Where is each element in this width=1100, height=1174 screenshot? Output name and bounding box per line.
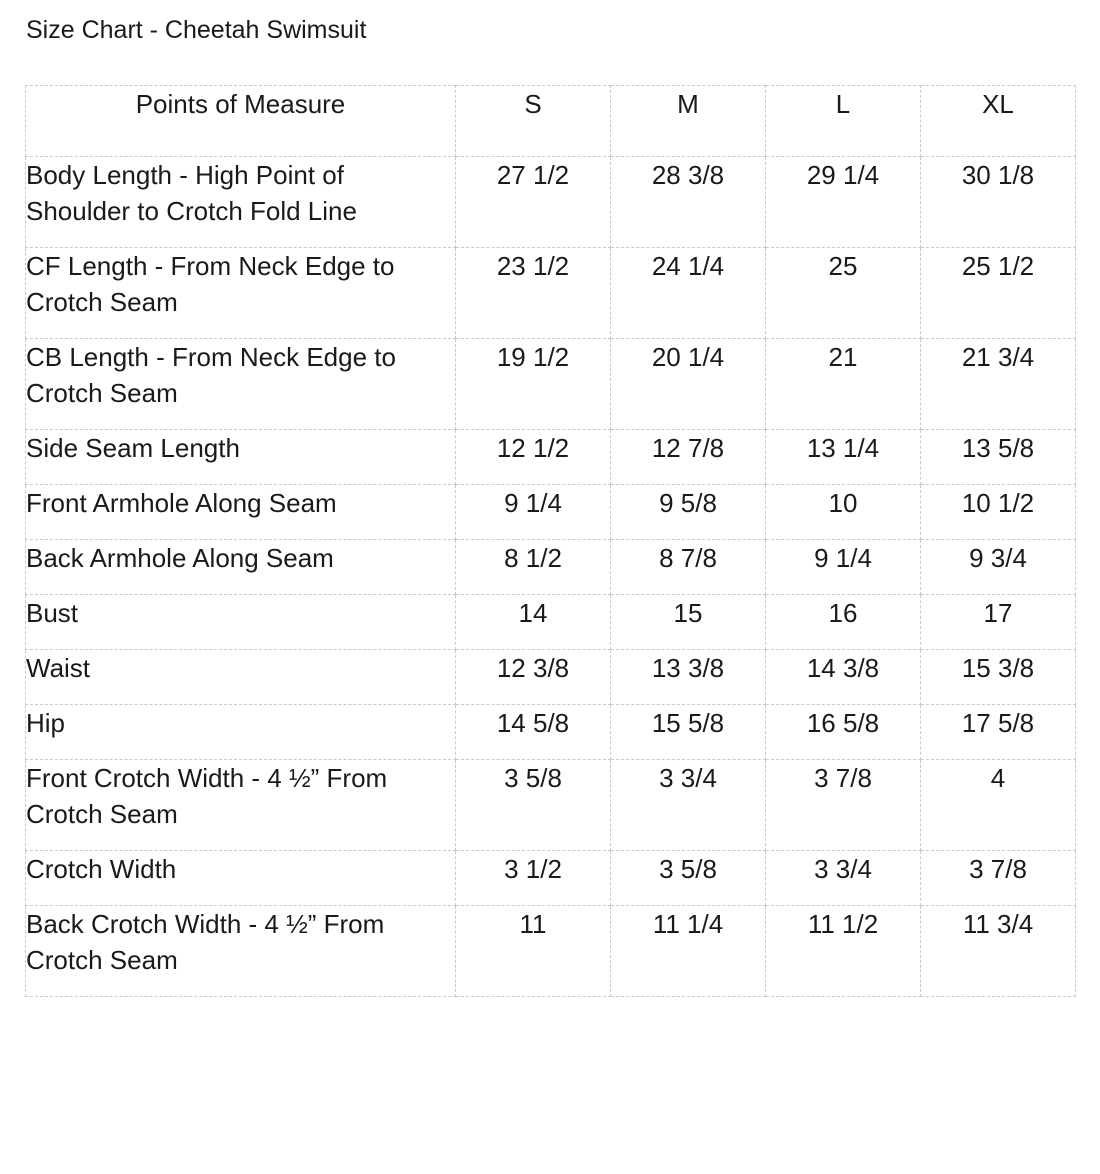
value-xl: 25 1/2 xyxy=(921,248,1076,339)
value-l: 3 7/8 xyxy=(766,760,921,851)
header-size-l: L xyxy=(766,86,921,157)
table-row xyxy=(26,650,1076,705)
table-row xyxy=(26,851,1076,906)
value-s: 3 1/2 xyxy=(456,851,611,906)
header-size-m: M xyxy=(611,86,766,157)
value-l: 11 1/2 xyxy=(766,906,921,997)
value-xl: 17 xyxy=(921,595,1076,650)
row-label: Crotch Width xyxy=(26,851,456,906)
value-l: 21 xyxy=(766,339,921,430)
value-s: 19 1/2 xyxy=(456,339,611,430)
value-s: 3 5/8 xyxy=(456,760,611,851)
value-m: 9 5/8 xyxy=(611,485,766,540)
value-s: 14 xyxy=(456,595,611,650)
size-chart-table xyxy=(25,85,1076,997)
value-m: 15 xyxy=(611,595,766,650)
value-m: 15 5/8 xyxy=(611,705,766,760)
value-m: 12 7/8 xyxy=(611,430,766,485)
row-label: CF Length - From Neck Edge to Crotch Seam xyxy=(26,248,456,339)
header-size-xl: XL xyxy=(921,86,1076,157)
value-l: 10 xyxy=(766,485,921,540)
value-l: 13 1/4 xyxy=(766,430,921,485)
value-xl: 3 7/8 xyxy=(921,851,1076,906)
value-xl: 13 5/8 xyxy=(921,430,1076,485)
table-row xyxy=(26,157,1076,248)
row-label: Front Armhole Along Seam xyxy=(26,485,456,540)
value-m: 24 1/4 xyxy=(611,248,766,339)
value-xl: 17 5/8 xyxy=(921,705,1076,760)
value-l: 16 5/8 xyxy=(766,705,921,760)
value-xl: 11 3/4 xyxy=(921,906,1076,997)
page-title: Size Chart - Cheetah Swimsuit xyxy=(26,16,367,44)
table-row xyxy=(26,540,1076,595)
value-l: 3 3/4 xyxy=(766,851,921,906)
value-xl: 30 1/8 xyxy=(921,157,1076,248)
row-label: Back Crotch Width - 4 ½” From Crotch Seam xyxy=(26,906,456,997)
value-m: 11 1/4 xyxy=(611,906,766,997)
value-m: 8 7/8 xyxy=(611,540,766,595)
value-xl: 21 3/4 xyxy=(921,339,1076,430)
value-m: 13 3/8 xyxy=(611,650,766,705)
row-label: Back Armhole Along Seam xyxy=(26,540,456,595)
value-l: 9 1/4 xyxy=(766,540,921,595)
table-row xyxy=(26,485,1076,540)
value-m: 28 3/8 xyxy=(611,157,766,248)
value-s: 27 1/2 xyxy=(456,157,611,248)
table-row xyxy=(26,339,1076,430)
value-l: 16 xyxy=(766,595,921,650)
value-l: 29 1/4 xyxy=(766,157,921,248)
value-xl: 9 3/4 xyxy=(921,540,1076,595)
table-row xyxy=(26,430,1076,485)
table-row xyxy=(26,906,1076,997)
table-row xyxy=(26,248,1076,339)
value-s: 11 xyxy=(456,906,611,997)
row-label: Bust xyxy=(26,595,456,650)
value-s: 14 5/8 xyxy=(456,705,611,760)
row-label: Side Seam Length xyxy=(26,430,456,485)
row-label: CB Length - From Neck Edge to Crotch Seam xyxy=(26,339,456,430)
value-m: 3 5/8 xyxy=(611,851,766,906)
table-header-row xyxy=(26,86,1076,157)
value-s: 12 3/8 xyxy=(456,650,611,705)
value-m: 20 1/4 xyxy=(611,339,766,430)
value-m: 3 3/4 xyxy=(611,760,766,851)
value-s: 8 1/2 xyxy=(456,540,611,595)
value-l: 14 3/8 xyxy=(766,650,921,705)
value-s: 12 1/2 xyxy=(456,430,611,485)
value-s: 23 1/2 xyxy=(456,248,611,339)
table-row xyxy=(26,760,1076,851)
value-xl: 4 xyxy=(921,760,1076,851)
value-l: 25 xyxy=(766,248,921,339)
value-xl: 10 1/2 xyxy=(921,485,1076,540)
row-label: Hip xyxy=(26,705,456,760)
table-row xyxy=(26,595,1076,650)
value-s: 9 1/4 xyxy=(456,485,611,540)
value-xl: 15 3/8 xyxy=(921,650,1076,705)
header-points-of-measure: Points of Measure xyxy=(26,86,456,157)
row-label: Front Crotch Width - 4 ½” From Crotch Seam xyxy=(26,760,456,851)
row-label: Waist xyxy=(26,650,456,705)
table-row xyxy=(26,705,1076,760)
row-label: Body Length - High Point of Shoulder to Crotch Fold Line xyxy=(26,157,456,248)
header-size-s: S xyxy=(456,86,611,157)
